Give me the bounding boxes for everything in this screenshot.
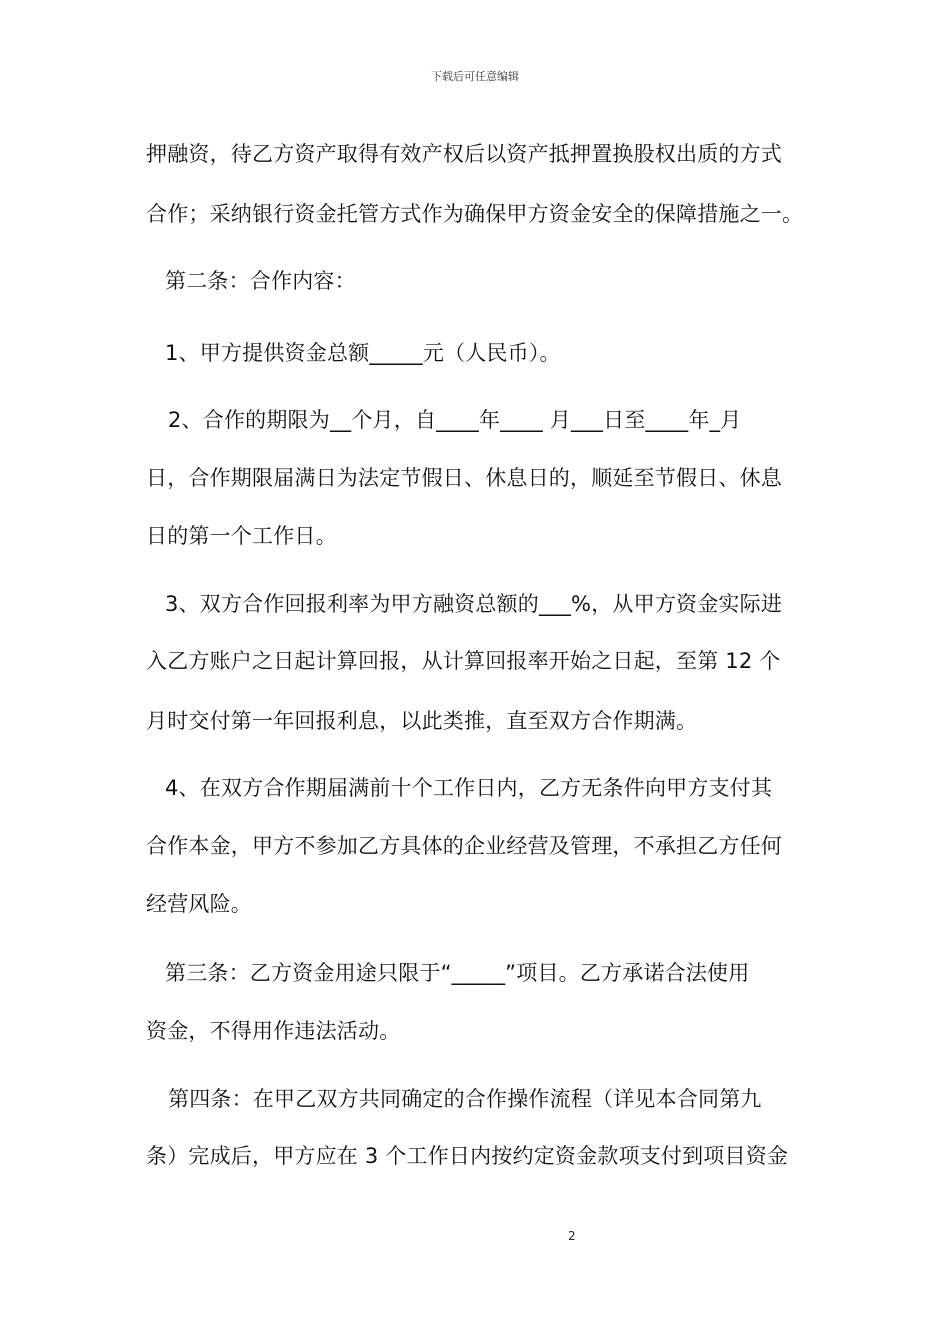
- text-line-6: 日，合作期限届满日为法定节假日、休息日的，顺延至节假日、休息: [146, 466, 782, 490]
- article-2-heading: 第二条：合作内容：: [165, 269, 356, 293]
- page-header: 下载后可任意编辑: [431, 70, 519, 83]
- text-line-1: 押融资，待乙方资产取得有效产权后以资产抵押置换股权出质的方式: [146, 142, 782, 166]
- article-4-line-1: 第四条：在甲乙双方共同确定的合作操作流程（详见本合同第九: [168, 1087, 762, 1111]
- text-line-2: 合作；采纳银行资金托管方式作为确保甲方资金安全的保障措施之一。: [146, 202, 804, 226]
- text-line-7: 日的第一个工作日。: [146, 524, 337, 548]
- article-3-line-2: 资金，不得用作违法活动。: [146, 1019, 401, 1043]
- text-line-10: 月时交付第一年回报利息，以此类推，直至双方合作期满。: [146, 709, 698, 733]
- text-line-11: 4、在双方合作期届满前十个工作日内，乙方无条件向甲方支付其: [165, 776, 773, 800]
- text-line-4: 1、甲方提供资金总额_____元（人民币）。: [165, 341, 561, 365]
- page-number: 2: [568, 1229, 576, 1243]
- text-line-8: 3、双方合作回报利率为甲方融资总额的___%，从甲方资金实际进: [165, 592, 783, 616]
- text-line-5: 2、合作的期限为__个月，自____年____ 月___日至____年_月: [168, 408, 742, 432]
- text-line-13: 经营风险。: [146, 892, 252, 916]
- text-line-12: 合作本金，甲方不参加乙方具体的企业经营及管理，不承担乙方任何: [146, 834, 782, 858]
- article-4-line-2: 条）完成后，甲方应在 3 个工作日内按约定资金款项支付到项目资金: [146, 1144, 789, 1168]
- text-line-9: 入乙方账户之日起计算回报，从计算回报率开始之日起，至第 12 个: [146, 649, 781, 673]
- article-3-line-1: 第三条：乙方资金用途只限于“_____”项目。乙方承诺合法使用: [165, 961, 750, 985]
